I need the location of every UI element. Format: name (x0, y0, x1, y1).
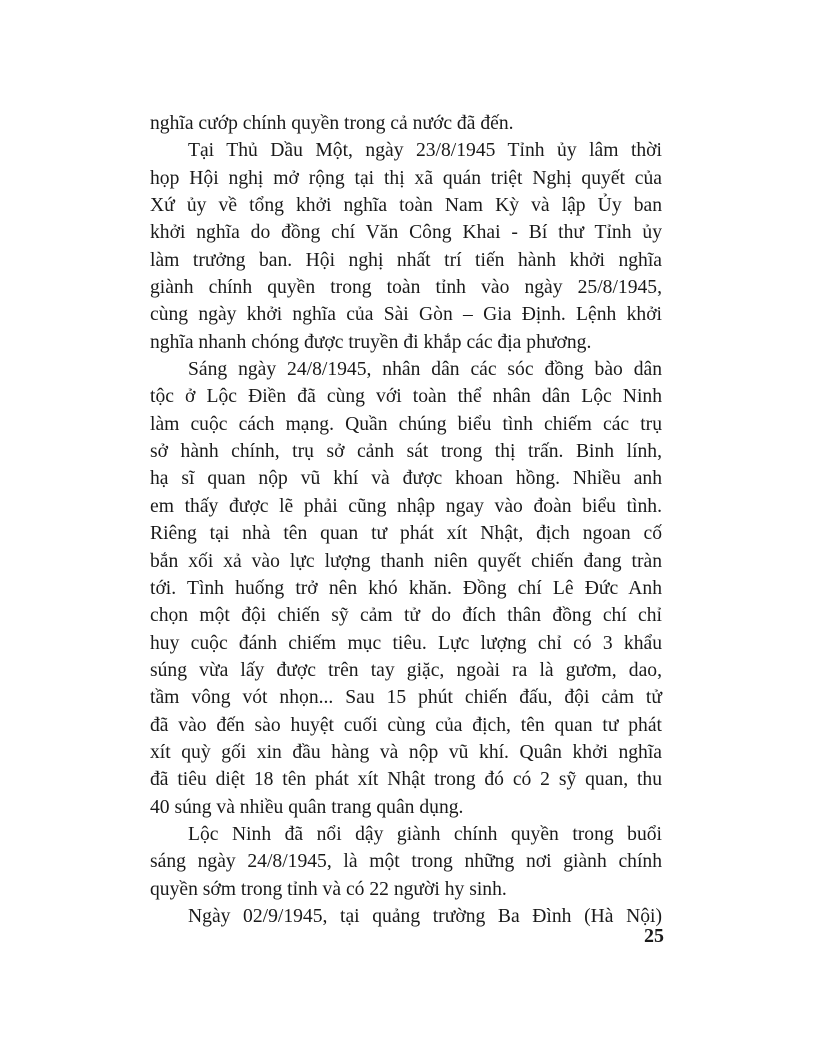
text-line: cùng ngày khởi nghĩa của Sài Gòn – Gia Định. Lệnh khởi (150, 304, 662, 326)
text-line: Xứ ủy về tổng khởi nghĩa toàn Nam Kỳ và lập Ủy ban (150, 195, 662, 217)
text-line: sáng ngày 24/8/1945, là một trong những nơi giành chính (150, 851, 662, 873)
text-line: tầm vông vót nhọn... Sau 15 phút chiến đấu, đội cảm tử (150, 687, 662, 709)
text-line: Sáng ngày 24/8/1945, nhân dân các sóc đồng bào dân (188, 359, 662, 381)
text-line: 40 súng và nhiều quân trang quân dụng. (150, 796, 464, 818)
text-line: giành chính quyền trong toàn tỉnh vào ngày 25/8/1945, (150, 277, 662, 299)
paragraph (150, 137, 662, 356)
text-line: xít quỳ gối xin đầu hàng và nộp vũ khí. Quân khởi nghĩa (150, 741, 662, 763)
body-text (150, 110, 662, 930)
text-line: sở hành chính, trụ sở cảnh sát trong thị trấn. Binh lính, (150, 441, 662, 463)
text-line: đã vào đến sào huyệt cuối cùng của địch, tên quan tư phát (150, 714, 662, 736)
text-line: Lộc Ninh đã nổi dậy giành chính quyền trong buổi (188, 823, 662, 845)
text-line: em thấy được lẽ phải cũng nhập ngay vào đoàn biểu tình. (150, 495, 662, 517)
text-line: hạ sĩ quan nộp vũ khí và được khoan hồng. Nhiều anh (150, 468, 662, 490)
text-line: họp Hội nghị mở rộng tại thị xã quán triệt Nghị quyết của (150, 167, 662, 189)
text-line: tới. Tình huống trở nên khó khăn. Đồng chí Lê Đức Anh (150, 577, 662, 599)
text-line: khởi nghĩa do đồng chí Văn Công Khai - Bí thư Tỉnh ủy (150, 222, 662, 244)
text-line: làm cuộc cách mạng. Quần chúng biểu tình chiếm các trụ (150, 413, 662, 435)
text-line: huy cuộc đánh chiếm mục tiêu. Lực lượng chỉ có 3 khẩu (150, 632, 662, 654)
paragraph (150, 356, 662, 821)
text-line: Ngày 02/9/1945, tại quảng trường Ba Đình (Hà Nội) (188, 905, 662, 927)
paragraph (150, 903, 662, 930)
text-line: chọn một đội chiến sỹ cảm tử do đích thân đồng chí chỉ (150, 605, 662, 627)
text-line: làm trưởng ban. Hội nghị nhất trí tiến hành khởi nghĩa (150, 249, 662, 271)
text-line: nghĩa nhanh chóng được truyền đi khắp các địa phương. (150, 331, 592, 353)
paragraph (150, 821, 662, 903)
text-line: bắn xối xả vào lực lượng thanh niên quyết chiến đang tràn (150, 550, 662, 572)
paragraph (150, 110, 662, 137)
text-line: đã tiêu diệt 18 tên phát xít Nhật trong đó có 2 sỹ quan, thu (150, 769, 662, 791)
text-line: quyền sớm trong tỉnh và có 22 người hy sinh. (150, 878, 507, 900)
page-number: 25 (644, 925, 664, 947)
text-line: Riêng tại nhà tên quan tư phát xít Nhật, địch ngoan cố (150, 523, 662, 545)
text-line: súng vừa lấy được trên tay giặc, ngoài ra là gươm, dao, (150, 659, 662, 681)
text-line: Tại Thủ Dầu Một, ngày 23/8/1945 Tỉnh ủy lâm thời (188, 140, 662, 162)
text-line: nghĩa cướp chính quyền trong cả nước đã đến. (150, 113, 514, 134)
text-line: tộc ở Lộc Điền đã cùng với toàn thể nhân dân Lộc Ninh (150, 386, 662, 408)
